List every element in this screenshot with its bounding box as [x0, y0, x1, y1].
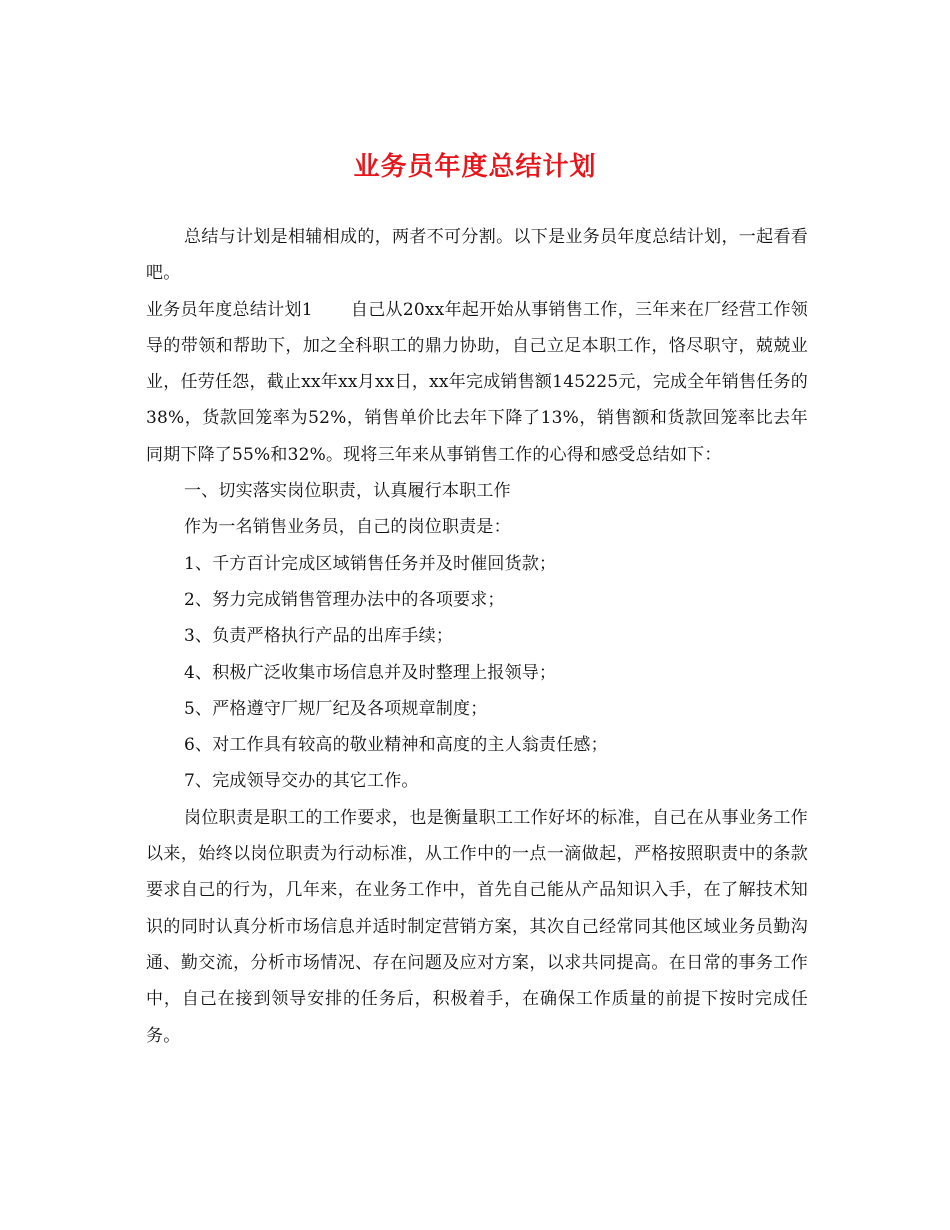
duty-item: 4、积极广泛收集市场信息并及时整理上报领导；: [184, 662, 557, 683]
document-title: 业务员年度总结计划: [353, 152, 597, 182]
duty-item: 6、对工作具有较高的敬业精神和高度的主人翁责任感；: [184, 735, 608, 756]
duty-item: 2、努力完成销售管理办法中的各项要求；: [184, 589, 505, 610]
duty-item: 3、负责严格执行产品的出库手续；: [184, 626, 454, 647]
duties-intro: 作为一名销售业务员，自己的岗位职责是：: [184, 517, 511, 538]
duty-item: 5、严格遵守厂规厂纪及各项规章制度；: [184, 698, 488, 719]
duty-item: 1、千方百计完成区域销售任务并及时催回货款；: [184, 553, 557, 574]
plan-text: 自己从20xx年起开始从事销售工作，三年来在厂经营工作领导的带领和帮助下，加之全科职工的鼎力协助，自己立足本职工作，恪尽职守，兢兢业业，任劳任怨，截止xx年xx月xx日，xx年完成销售额145225元，完成全年销售任务的38%，货款回笼率为52%，销售单价比去年下降了13%，销售额和货款回笼率比去年同期下降了55%和32%。现将三年来从事销售工作的心得和感受总结如下：: [146, 299, 808, 465]
closing-paragraph: 岗位职责是职工的工作要求，也是衡量职工工作好坏的标准，自己在从事业务工作以来，始终以岗位职责为行动标准，从工作中的一点一滴做起，严格按照职责中的条款要求自己的行为，几年来，在业务工作中，首先自己能从产品知识入手，在了解技术知识的同时认真分析市场信息并适时制定营销方案，其次自己经常同其他区域业务员勤沟通、勤交流，分析市场情况、存在问题及应对方案，以求共同提高。在日常的事务工作中，自己在接到领导安排的任务后，积极着手，在确保工作质量的前提下按时完成任务。: [146, 807, 808, 1046]
plan-paragraph: [146, 292, 808, 473]
intro-paragraph: 总结与计划是相辅相成的，两者不可分割。以下是业务员年度总结计划，一起看看吧。: [146, 227, 808, 284]
document-body: [146, 219, 808, 1054]
duty-item: 7、完成领导交办的其它工作。: [184, 771, 419, 792]
section-heading: 一、切实落实岗位职责，认真履行本职工作: [184, 481, 511, 502]
plan-heading: 业务员年度总结计划1: [146, 299, 313, 320]
